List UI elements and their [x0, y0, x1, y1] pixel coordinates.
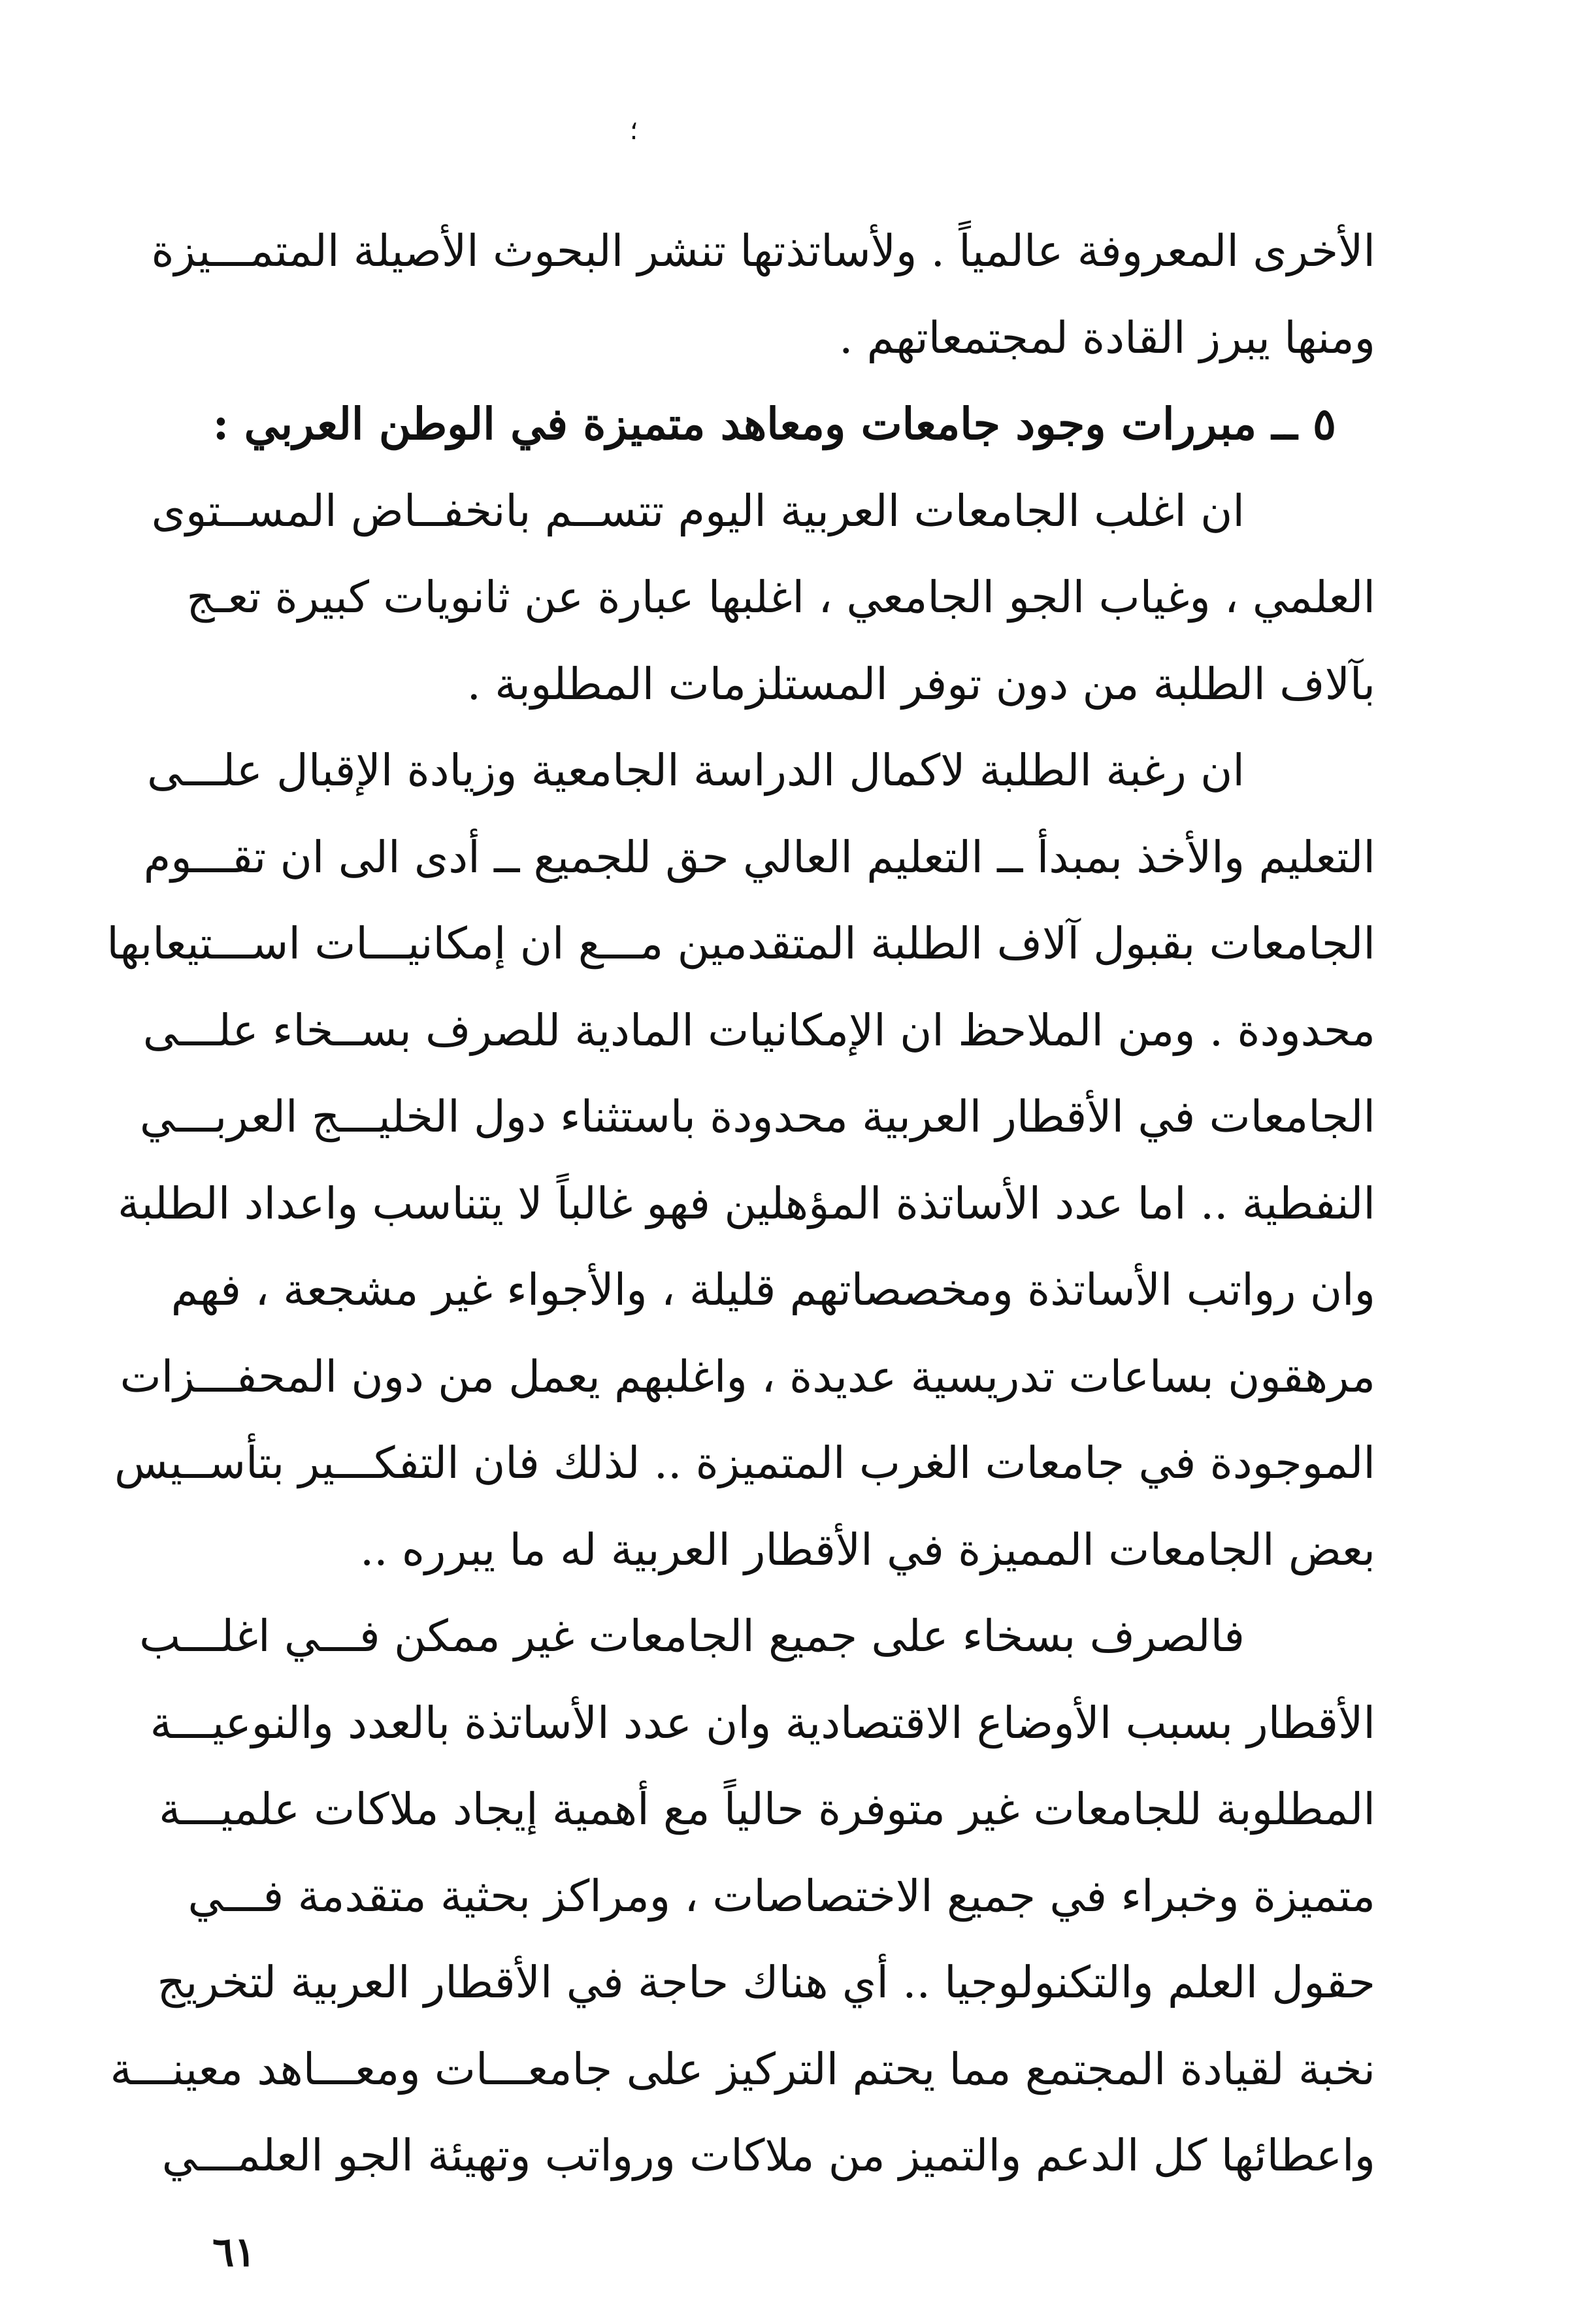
- text-line: بعض الجامعات المميزة في الأقطار العربية له ما يبرره ..: [360, 1524, 1375, 1575]
- text-line: وان رواتب الأساتذة ومخصصاتهم قليلة ، والأجواء غير مشجعة ، فهم: [171, 1264, 1375, 1315]
- section-heading: ٥ ــ مبررات وجود جامعات ومعاهد متميزة في الوطن العربي :: [212, 398, 1336, 450]
- text-line: فالصرف بسخاء على جميع الجامعات غير ممكن فـــي اغلـــب: [139, 1611, 1245, 1661]
- text-line: ان رغبة الطلبة لاكمال الدراسة الجامعية وزيادة الإقبال علـــى: [146, 745, 1245, 796]
- text-line: النفطية .. اما عدد الأساتذة المؤهلين فهو غالباً لا يتناسب واعداد الطلبة: [118, 1177, 1375, 1229]
- text-line: العلمي ، وغياب الجو الجامعي ، اغلبها عبارة عن ثانويات كبيرة تعـج: [186, 572, 1375, 623]
- text-line: الجامعات في الأقطار العربية محدودة باستثناء دول الخليـــج العربـــي: [139, 1091, 1375, 1142]
- text-line: واعطائها كل الدعم والتميز من ملاكات ورواتب وتهيئة الجو العلمـــي: [161, 2130, 1375, 2181]
- text-line: التعليم والأخذ بمبدأ ــ التعليم العالي حق للجميع ــ أدى الى ان تقـــوم: [143, 831, 1375, 883]
- text-line: ومنها يبرز القادة لمجتمعاتهم .: [839, 312, 1375, 363]
- text-line: ان اغلب الجامعات العربية اليوم تتســم بانخفــاض المســتوى: [151, 485, 1245, 536]
- top-mark: ؛: [629, 116, 638, 146]
- text-line: المطلوبة للجامعات غير متوفرة حالياً مع أهمية إيجاد ملاكات علميـــة: [159, 1784, 1375, 1835]
- text-line: الأخرى المعروفة عالمياً . ولأساتذتها تنشر البحوث الأصيلة المتمـــيزة: [151, 225, 1375, 276]
- body-text: [107, 208, 1375, 2199]
- text-line: متميزة وخبراء في جميع الاختصاصات ، ومراكز بحثية متقدمة فـــي: [188, 1870, 1375, 1922]
- text-line: الجامعات بقبول آلاف الطلبة المتقدمين مـــع ان إمكانيـــات اســـتيعابها: [107, 918, 1375, 969]
- text-line: بآلاف الطلبة من دون توفر المستلزمات المطلوبة .: [467, 658, 1375, 710]
- text-line: الموجودة في جامعات الغرب المتميزة .. لذلك فان التفكـــير بتأســيس: [114, 1437, 1375, 1488]
- text-line: حقول العلم والتكنولوجيا .. أي هناك حاجة في الأقطار العربية لتخريج: [157, 1957, 1375, 2008]
- page-number: ٦١: [212, 2228, 256, 2276]
- text-line: مرهقون بساعات تدريسية عديدة ، واغلبهم يعمل من دون المحفـــزات: [120, 1350, 1375, 1402]
- text-line: محدودة . ومن الملاحظ ان الإمكانيات المادية للصرف بســخاء علـــى: [142, 1004, 1375, 1056]
- text-line: الأقطار بسبب الأوضاع الاقتصادية وان عدد الأساتذة بالعدد والنوعيـــة: [150, 1697, 1375, 1748]
- text-line: نخبة لقيادة المجتمع مما يحتم التركيز على جامعـــات ومعـــاهد معينـــة: [110, 2043, 1375, 2095]
